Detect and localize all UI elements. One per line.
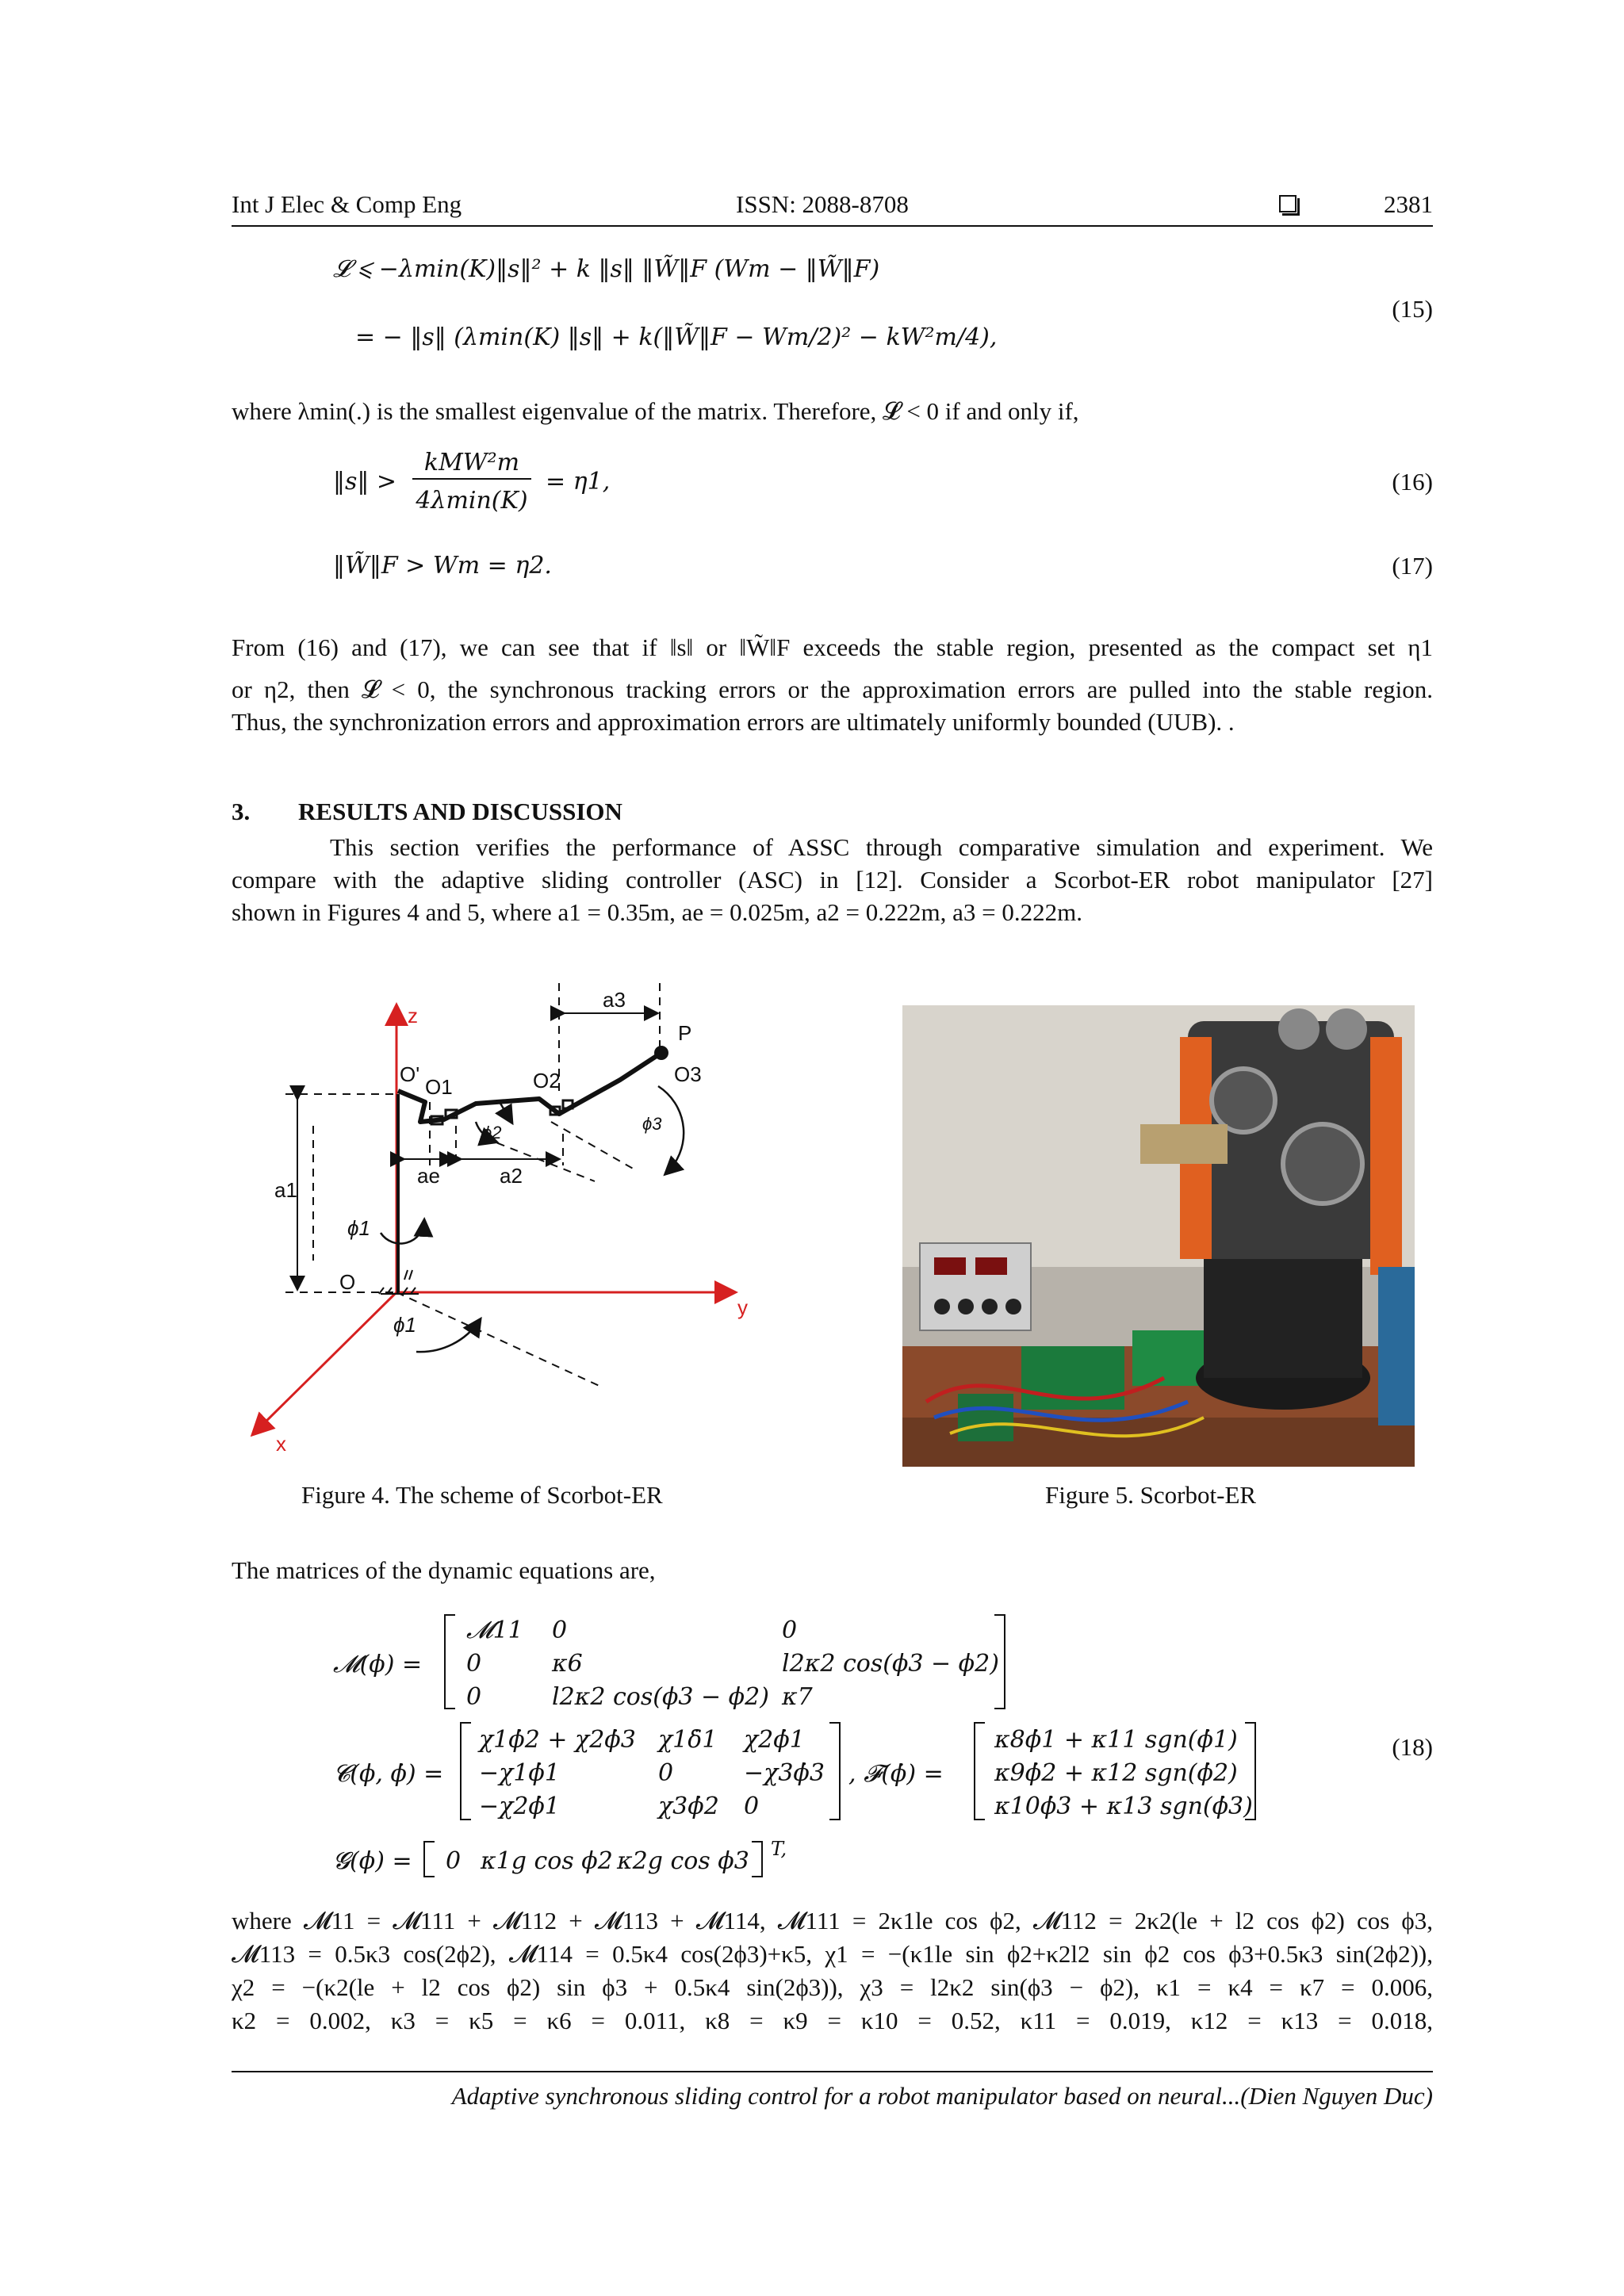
label-O2: O2 — [533, 1069, 561, 1093]
y-axis-label: y — [737, 1295, 748, 1319]
vector-F-lhs: , 𝓕(ϕ̇) = — [848, 1760, 944, 1788]
equation-16-denominator: 4λmin(K) — [416, 487, 528, 515]
section-heading — [232, 798, 622, 826]
equation-17-number: (17) — [1392, 552, 1433, 580]
transpose-mark: T, — [771, 1838, 787, 1860]
x-axis-label: x — [276, 1432, 286, 1456]
figure-5-photo — [902, 1005, 1415, 1467]
square-icon — [1279, 195, 1297, 212]
section-title: RESULTS AND DISCUSSION — [298, 798, 622, 825]
label-O3: O3 — [674, 1062, 702, 1086]
equation-16-number: (16) — [1392, 468, 1433, 496]
label-phi1-upper: ϕ1 — [347, 1216, 370, 1240]
z-axis-label: z — [408, 1004, 418, 1027]
label-O-prime: O' — [400, 1062, 420, 1086]
equation-15-number: (15) — [1392, 295, 1433, 323]
running-header — [232, 190, 1433, 227]
label-O: O — [339, 1270, 356, 1294]
equation-15-line-1: 𝓛̇ ⩽ −λmin(K)‖s‖² + k ‖s‖ ‖W̃‖F (Wm − ‖W̃‖F) — [333, 255, 880, 283]
vector-G: 0 κ1g cos ϕ2 κ2g cos ϕ3 — [446, 1847, 749, 1875]
x-axis — [254, 1292, 396, 1433]
equation-16-rhs: = η1, — [546, 468, 611, 496]
label-a2: a2 — [500, 1164, 523, 1188]
paragraph-matrices-intro: The matrices of the dynamic equations are, — [232, 1556, 656, 1584]
figure-4-caption: Figure 4. The scheme of Scorbot-ER — [301, 1481, 663, 1509]
label-phi3: ϕ3 — [642, 1114, 662, 1134]
matrix-M-lhs: 𝓜(ϕ) = — [333, 1651, 423, 1678]
paragraph-stability: From (16) and (17), we can see that if ‖s‖ or ‖W̃‖F exceeds the stable region, presented as the compact set η1 or η2, then 𝓛̇ < 0, the synchronous tracking errors or the approximation errors are pulled into the stable region. Thus, the synchronization errors and approximation errors are ultimately uniformly bounded (UUB). . — [232, 633, 1433, 736]
journal-name: Int J Elec & Comp Eng — [232, 190, 462, 218]
label-phi2: ϕ2 — [482, 1123, 502, 1142]
running-footer: Adaptive synchronous sliding control for a robot manipulator based on neural...(Dien Nguyen Duc) — [451, 2082, 1433, 2110]
label-O1: O1 — [425, 1075, 453, 1099]
label-phi1-lower: ϕ1 — [393, 1313, 416, 1337]
footer-rule — [232, 2071, 1433, 2072]
equation-16-lhs: ‖s‖ > — [333, 468, 397, 496]
paragraph-coefficients: where 𝓜11 = 𝓜111 + 𝓜112 + 𝓜113 + 𝓜114, 𝓜111 = 2κ1le cos ϕ2, 𝓜112 = 2κ2(le + l2 cos ϕ2) cos ϕ3, 𝓜113 = 0.5κ3 cos(2ϕ2), 𝓜114 = 0.5κ4 cos(2ϕ3)+κ5, χ1 = −(κ1le sin ϕ2+κ2l2 sin ϕ2 cos ϕ3+0.5κ3 sin(2ϕ2)), χ2 = −(κ2(le + l2 cos ϕ2) sin ϕ3 + 0.5κ4 sin(2ϕ3)), χ3 = l2κ2 sin(ϕ3 − ϕ2), κ1 = κ4 = κ7 = 0.006, κ2 = 0.002, κ3 = κ5 = κ6 = 0.011, κ8 = κ9 = κ10 = 0.52, κ11 = 0.019, κ12 = κ13 = 0.018, — [232, 1907, 1433, 2034]
figure-4-scheme — [238, 983, 777, 1475]
paragraph-eigenvalue: where λmin(.) is the smallest eigenvalue of the matrix. Therefore, 𝓛̇ < 0 if and only if, — [232, 397, 1079, 425]
issn: ISSN: 2088-8708 — [736, 190, 909, 218]
label-a1: a1 — [274, 1178, 297, 1202]
matrix-C: χ1ϕ̇2 + χ2ϕ̇3 χ1δ̇1 χ2ϕ̇1 −χ1ϕ̇1 0 −χ3ϕ̇3 −χ2ϕ̇1 χ3ϕ̇2 0 — [479, 1726, 825, 1820]
page-number: 2381 — [1384, 190, 1433, 218]
equation-18-number: (18) — [1392, 1733, 1433, 1761]
matrix-C-lhs: 𝓒(ϕ, ϕ̇) = — [333, 1760, 444, 1788]
equation-16-numerator: kMW²m — [412, 449, 531, 480]
paragraph-results-intro: This section verifies the performance of ASSC through comparative simulation and experiment. We compare with the adaptive sliding controller (ASC) in [12]. Consider a Scorbot-ER robot manipulator [27] shown in Figures 4 and 5, where a1 = 0.35m, ae = 0.025m, a2 = 0.222m, a3 = 0.222m. — [232, 833, 1433, 926]
matrix-M: 𝓜11 0 0 0 κ6 l2κ2 cos(ϕ3 − ϕ2) 0 l2κ2 cos(ϕ3 − ϕ2) κ7 — [466, 1617, 999, 1711]
label-ae: ae — [417, 1164, 440, 1188]
equation-17: ‖W̃‖F > Wm = η2. — [333, 552, 552, 580]
equation-15-line-2: = − ‖s‖ (λmin(K) ‖s‖ + k(‖W̃‖F − Wm/2)² − kW²m/4), — [355, 323, 998, 351]
figure-5-caption: Figure 5. Scorbot-ER — [1045, 1481, 1257, 1509]
vector-G-lhs: 𝓖(ϕ) = — [333, 1847, 412, 1875]
label-a3: a3 — [603, 988, 626, 1012]
section-number: 3. — [232, 798, 251, 825]
label-P: P — [678, 1021, 692, 1045]
vector-F: κ8ϕ̇1 + κ11 sgn(ϕ̇1) κ9ϕ̇2 + κ12 sgn(ϕ̇2) κ10ϕ̇3 + κ13 sgn(ϕ̇3) — [994, 1726, 1253, 1820]
